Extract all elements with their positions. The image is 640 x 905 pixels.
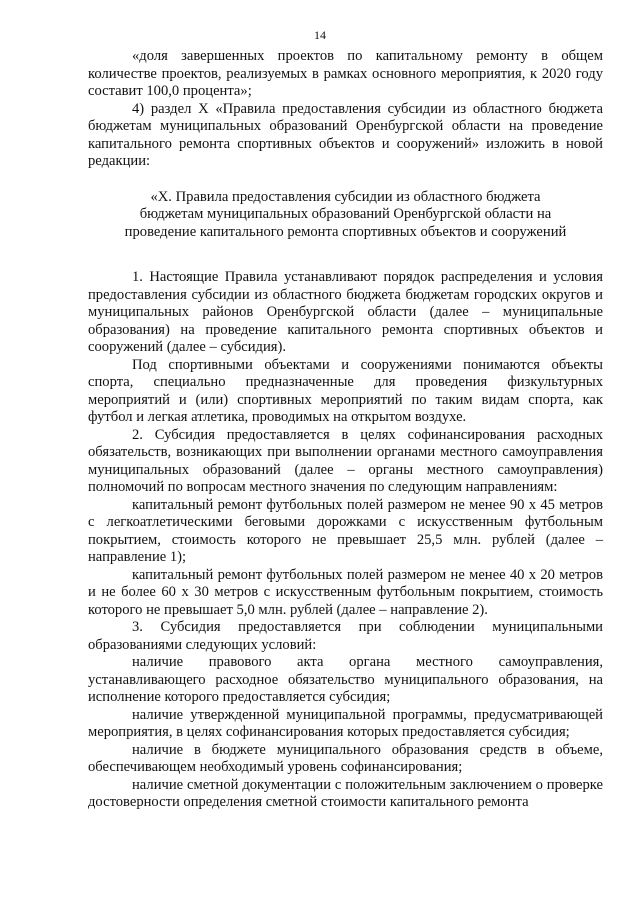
paragraph: капитальный ремонт футбольных полей размером не менее 90 х 45 метров с легкоатлетическими беговыми дорожками с искусственным футбольным покрытием, стоимость которого не превышает 25,5 млн. рублей (далее – направление 1);: [88, 496, 603, 565]
paragraph: наличие утвержденной муниципальной программы, предусматривающей мероприятия, в целях софинансирования которых предоставляется субсидия;: [88, 706, 603, 740]
paragraph: 1. Настоящие Правила устанавливают порядок распределения и условия предоставления субсидии из областного бюджета бюджетам городских округов и муниципальных районов Оренбургской области (далее – муниципальные образования) на проведение капитального ремонта спортивных объектов и сооружений (далее – субсидия).: [88, 269, 603, 355]
section-heading: «X. Правила предоставления субсидии из областного бюджета бюджетам муниципальных образований Оренбургской области на проведение капитального ремонта спортивных объектов и сооружений: [124, 188, 567, 240]
paragraph: наличие правового акта органа местного самоуправления, устанавливающего расходное обязательство муниципального образования, на исполнение которого предоставляется субсидия;: [88, 654, 603, 705]
paragraph: Под спортивными объектами и сооружениями понимаются объекты спорта, специально предназначенные для проведения физкультурных мероприятий и (или) спортивных мероприятий по таким видам спорта, как футбол и легкая атлетика, проводимых на открытом воздухе.: [88, 356, 603, 425]
paragraph: 4) раздел X «Правила предоставления субсидии из областного бюджета бюджетам муниципальных образований Оренбургской области на проведение капитального ремонта спортивных объектов и сооружений» изложить в новой редакции:: [88, 100, 603, 169]
paragraph: капитальный ремонт футбольных полей размером не менее 40 х 20 метров и не более 60 х 30 метров с искусственным футбольным покрытием, стоимость которого не превышает 5,0 млн. рублей (далее – направление 2).: [88, 566, 603, 618]
document-body: [88, 48, 603, 812]
paragraph: «доля завершенных проектов по капитальному ремонту в общем количестве проектов, реализуемых в рамках основного мероприятия, к 2020 году составит 100,0 процента»;: [88, 48, 603, 99]
paragraph: 2. Субсидия предоставляется в целях софинансирования расходных обязательств, возникающих при выполнении органами местного самоуправления муниципальных образований (далее – органы местного самоуправления) полномочий по вопросам местного значения по следующим направлениям:: [88, 426, 603, 495]
paragraph: 3. Субсидия предоставляется при соблюдении муниципальными образованиями следующих условий:: [88, 619, 603, 653]
paragraph: наличие в бюджете муниципального образования средств в объеме, обеспечивающем необходимый уровень софинансирования;: [88, 741, 603, 775]
paragraph: наличие сметной документации с положительным заключением о проверке достоверности определения сметной стоимости капитального ремонта: [88, 776, 603, 810]
page-number: 14: [314, 28, 326, 42]
